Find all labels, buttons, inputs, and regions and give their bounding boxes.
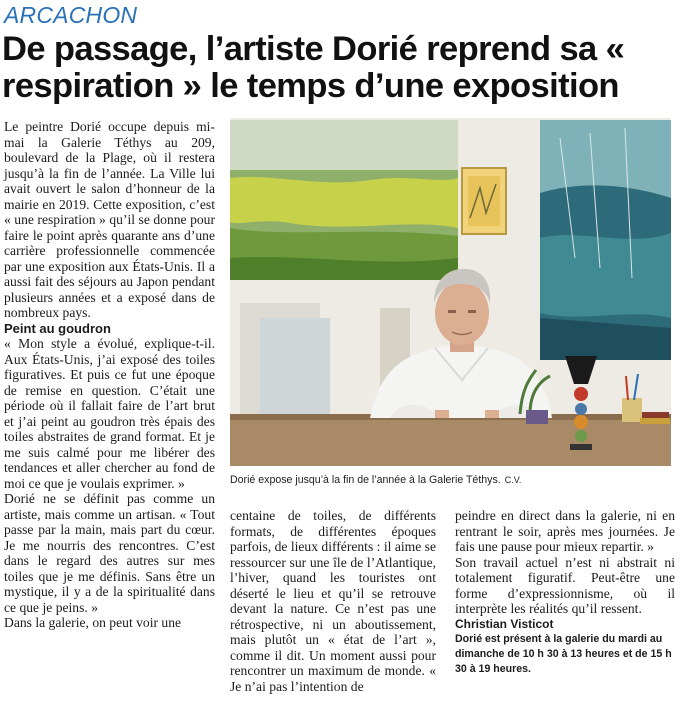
paragraph: centaine de toiles, de différents formats, de différentes époques parfois, de lieux différents : il aime se ressourcer sur une île de l’Atlantique, l’hiver, quand les touristes ont déserté le lieu et qu’il se retrouve devant la nature. Ce n’est pas une rétrospective, ni un aboutissement, mais plutôt un « état de l’art », comme il dit. Un moment aussi pour rencontrer un maximum de monde. « Je n’ai pas l’intention de xyxy=(230,508,436,694)
article-photo xyxy=(230,118,671,466)
practical-info: Dorié est présent à la galerie du mardi au dimanche de 10 h 30 à 13 heures et de 15 h 30 à 19 heures. xyxy=(455,633,672,675)
paragraph: Dans la galerie, on peut voir une xyxy=(4,615,182,630)
article-column-right xyxy=(455,508,675,677)
photo-credit: C.V. xyxy=(504,475,522,485)
photo-caption xyxy=(230,474,680,486)
subheading: Peint au goudron xyxy=(4,320,111,336)
author-byline: Christian Visticot xyxy=(455,616,554,631)
paragraph: Dorié ne se définit pas comme un artiste, mais comme un artisan. « Tout passe par la main, mais part du cœur. Je me nourris des rencontres. C’est dans le regard des autres sur mes toiles que je me définis. Sans être un mystique, il y a de la spiritualité dans ce que je peins. » xyxy=(4,491,215,615)
paragraph: peindre en direct dans la galerie, ni en rentrant le soir, après mes journées. Je fais une pause pour mieux repartir. » xyxy=(455,508,675,554)
article-headline: De passage, l’artiste Dorié reprend sa « respiration » le temps d’une exposition xyxy=(2,30,625,105)
section-kicker: ARCACHON xyxy=(4,2,138,28)
paragraph: « Mon style a évolué, explique-t-il. Aux États-Unis, j’ai exposé des toiles figuratives. Et puis ce fut une époque de remise en question. C’était une période où il fallait faire de l’art brut et j’ai peint au goudron très épais des toiles abstraites de grand format. Et je me suis calmé pour me libérer des tendances et aller chercher au fond de moi ce que je voulais exprimer. » xyxy=(4,336,215,491)
paragraph: Son travail actuel n’est ni abstrait ni totalement figuratif. Peut-être une forme d’expressionnisme, où il interprète les réalités qu’il ressent. xyxy=(455,554,675,616)
paragraph: Le peintre Dorié occupe depuis mi-mai la Galerie Téthys au 209, boulevard de la Plage, où il restera jusqu’à la fin de l’année. La Ville lui avait ouvert le salon d’honneur de la mairie en 2019. Cette exposition, c’est « une respiration » qu’il se donne pour faire le point après quarante ans d’une carrière professionnelle commencée par une exposition aux États-Unis. Il a aussi fait des séjours au Japon pendant plusieurs années et a exposé dans de nombreux pays. xyxy=(4,119,215,320)
article-column-left xyxy=(4,119,215,631)
article-column-middle xyxy=(230,508,436,694)
photo-artist-gallery xyxy=(230,118,671,466)
caption-text: Dorié expose jusqu’à la fin de l’année à la Galerie Téthys. xyxy=(230,474,501,486)
